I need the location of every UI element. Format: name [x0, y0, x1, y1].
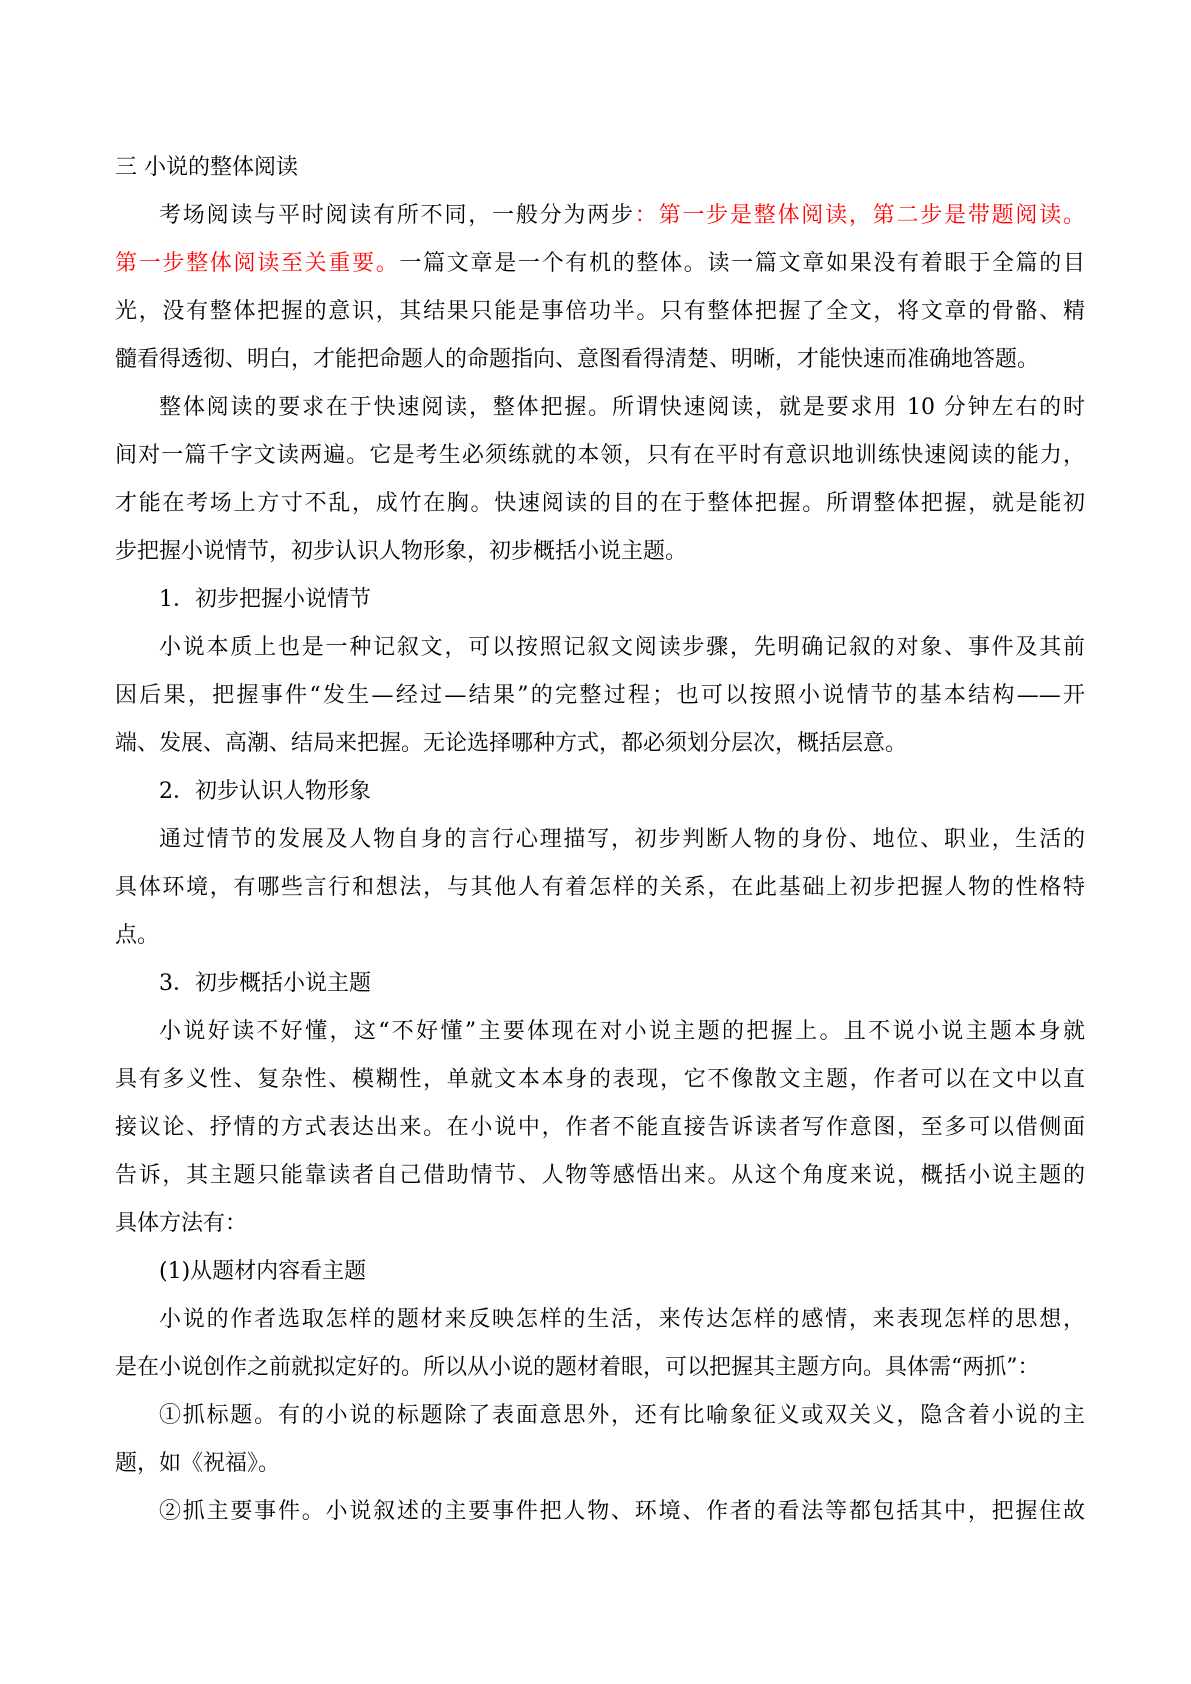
paragraph-line: 才能在考场上方寸不乱，成竹在胸。快速阅读的目的在于整体把握。所谓整体把握，就是能初: [115, 491, 1085, 516]
paragraph-line: 告诉，其主题只能靠读者自己借助情节、人物等感悟出来。从这个角度来说，概括小说主题的: [115, 1163, 1085, 1188]
subheading-plot: 1．初步把握小说情节: [159, 587, 371, 612]
paragraph-line: 具体环境，有哪些言行和想法，与其他人有着怎样的关系，在此基础上初步把握人物的性格特: [115, 875, 1085, 900]
subheading-subject-matter: (1)从题材内容看主题: [159, 1259, 367, 1284]
paragraph-intro-line-2: [115, 240, 1085, 288]
paragraph-line: 是在小说创作之前就拟定好的。所以从小说的题材着眼，可以把握其主题方向。具体需“两抓”：: [115, 1355, 1040, 1380]
paragraph-line: ②抓主要事件。小说叙述的主要事件把人物、环境、作者的看法等都包括其中，把握住故: [159, 1499, 1085, 1524]
paragraph-line: 题，如《祝福》。: [115, 1451, 281, 1476]
paragraph-intro-line-1: [115, 192, 1085, 240]
document-body: [115, 144, 1085, 1536]
paragraph-line: 端、发展、高潮、结局来把握。无论选择哪种方式，都必须划分层次，概括层意。: [115, 731, 908, 756]
paragraph-line: 整体阅读的要求在于快速阅读，整体把握。所谓快速阅读，就是要求用 10 分钟左右的时: [159, 395, 1085, 420]
text-black: 考场阅读与平时阅读有所不同，一般分为两步: [159, 203, 635, 228]
text-highlight-red: 第一步整体阅读至关重要。: [115, 251, 400, 276]
paragraph-line: 因后果，把握事件“发生—经过—结果”的完整过程；也可以按照小说情节的基本结构——开: [115, 683, 1085, 708]
paragraph-intro-line-3: 光，没有整体把握的意识，其结果只能是事倍功半。只有整体把握了全文，将文章的骨骼、精: [115, 299, 1085, 324]
paragraph-line: 间对一篇千字文读两遍。它是考生必须练就的本领，只有在平时有意识地训练快速阅读的能力，: [115, 443, 1085, 468]
subheading-character: 2．初步认识人物形象: [159, 779, 371, 804]
paragraph-line: 步把握小说情节，初步认识人物形象，初步概括小说主题。: [115, 539, 688, 564]
paragraph-line: 点。: [115, 923, 160, 948]
paragraph-intro-line-4: 髓看得透彻、明白，才能把命题人的命题指向、意图看得清楚、明晰，才能快速而准确地答题。: [115, 347, 1040, 372]
paragraph-line: 小说本质上也是一种记叙文，可以按照记叙文阅读步骤，先明确记叙的对象、事件及其前: [159, 635, 1085, 660]
paragraph-line: 通过情节的发展及人物自身的言行心理描写，初步判断人物的身份、地位、职业，生活的: [159, 827, 1085, 852]
paragraph-line: 接议论、抒情的方式表达出来。在小说中，作者不能直接告诉读者写作意图，至多可以借侧面: [115, 1115, 1085, 1140]
subheading-theme: 3．初步概括小说主题: [159, 971, 371, 996]
paragraph-line: ①抓标题。有的小说的标题除了表面意思外，还有比喻象征义或双关义，隐含着小说的主: [159, 1403, 1085, 1428]
paragraph-line: 具有多义性、复杂性、模糊性，单就文本本身的表现，它不像散文主题，作者可以在文中以直: [115, 1067, 1085, 1092]
text-black: 一篇文章是一个有机的整体。读一篇文章如果没有着眼于全篇的目: [399, 251, 1085, 276]
paragraph-line: 小说的作者选取怎样的题材来反映怎样的生活，来传达怎样的感情，来表现怎样的思想，: [159, 1307, 1085, 1332]
paragraph-line: 小说好读不好懂，这“不好懂”主要体现在对小说主题的把握上。且不说小说主题本身就: [159, 1019, 1085, 1044]
section-heading: 三 小说的整体阅读: [115, 155, 298, 180]
paragraph-line: 具体方法有：: [115, 1211, 248, 1236]
text-highlight-red: ：第一步是整体阅读，第二步是带题阅读。: [634, 203, 1085, 228]
